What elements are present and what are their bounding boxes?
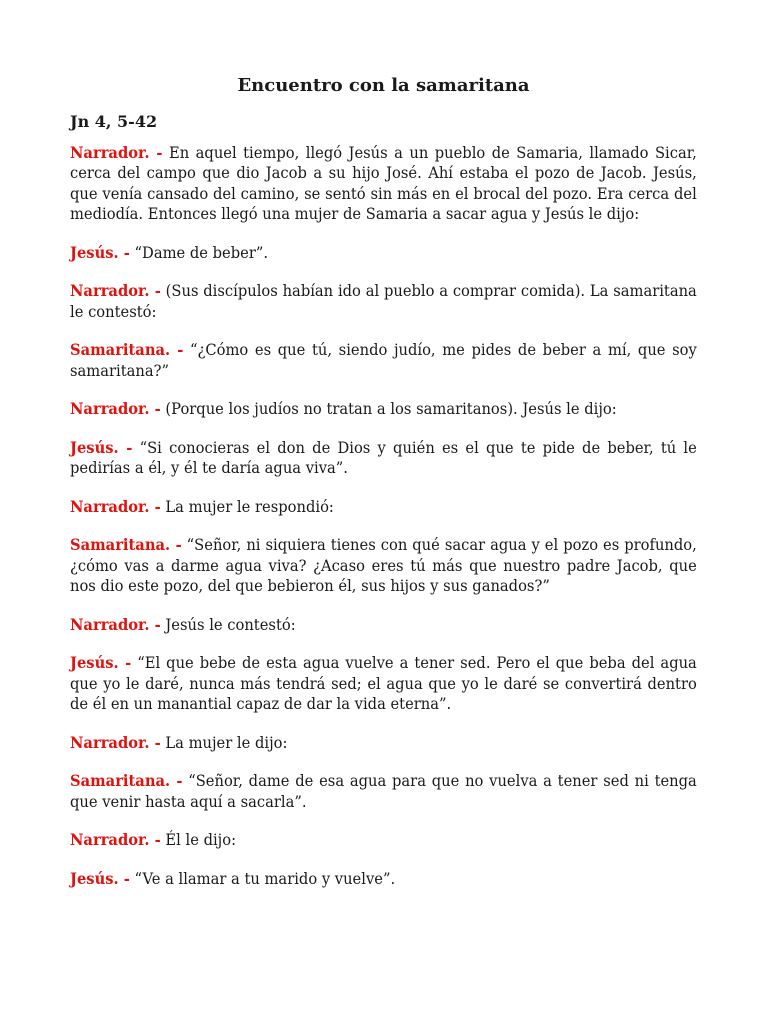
- speaker-label: Jesús. -: [70, 437, 133, 457]
- paragraph-text: “Ve a llamar a tu marido y vuelve”.: [129, 868, 396, 888]
- paragraph-text: La mujer le respondió:: [160, 496, 334, 516]
- speaker-label: Narrador. -: [70, 614, 161, 634]
- paragraph: [70, 497, 697, 518]
- speaker-label: Narrador. -: [70, 281, 161, 300]
- paragraph: [70, 281, 697, 322]
- paragraph-text: “Si conocieras el don de Dios y quién es el que te pide de beber, tú le pedirías a él, y él te daría agua viva”.: [70, 437, 697, 477]
- paragraph: [70, 653, 697, 715]
- paragraph: [70, 615, 697, 636]
- paragraph-text: Jesús le contestó:: [160, 614, 296, 634]
- paragraph-text: Él le dijo:: [160, 830, 237, 849]
- paragraph-text: “Señor, dame de esa agua para que no vuelva a tener sed ni tenga que venir hasta aquí a sacarla”.: [70, 771, 697, 811]
- speaker-label: Jesús. -: [70, 868, 130, 888]
- paragraph: [70, 340, 697, 381]
- paragraph-text: “Dame de beber”.: [129, 242, 269, 262]
- paragraph: [70, 771, 697, 812]
- speaker-label: Narrador. -: [70, 399, 161, 418]
- speaker-label: Jesús. -: [70, 242, 130, 262]
- speaker-label: Samaritana. -: [70, 771, 183, 790]
- scripture-reference: Jn 4, 5-42: [70, 112, 158, 131]
- speaker-label: Narrador. -: [70, 496, 161, 516]
- speaker-label: Narrador. -: [70, 732, 161, 752]
- document-page: [70, 74, 697, 907]
- paragraph: [70, 399, 697, 420]
- speaker-label: Narrador. -: [70, 830, 161, 849]
- paragraph-text: La mujer le dijo:: [160, 732, 288, 752]
- paragraph-text: (Porque los judíos no tratan a los samaritanos). Jesús le dijo:: [160, 399, 617, 418]
- paragraph-text: En aquel tiempo, llegó Jesús a un pueblo de Samaria, llamado Sicar, cerca del campo que dio Jacob a su hijo José. Ahí estaba el pozo de Jacob. Jesús, que venía cansado del camino, se sentó sin más en el brocal del pozo. Era cerca del mediodía. Entonces llegó una mujer de Samaria a sacar agua y Jesús le dijo:: [70, 142, 697, 223]
- paragraph: [70, 830, 697, 851]
- speaker-label: Jesús. -: [70, 653, 132, 672]
- document-title: Encuentro con la samaritana: [237, 75, 530, 96]
- paragraph-text: “¿Cómo es que tú, siendo judío, me pides de beber a mí, que soy samaritana?”: [70, 340, 697, 380]
- paragraph-text: “El que bebe de esta agua vuelve a tener sed. Pero el que beba del agua que yo le daré, nunca más tendrá sed; el agua que yo le daré se convertirá dentro de él en un manantial capaz de dar la vida eterna”.: [70, 653, 697, 713]
- paragraph: [70, 438, 697, 479]
- paragraph: [70, 733, 697, 754]
- paragraph: [70, 535, 697, 597]
- paragraph: [70, 143, 697, 225]
- paragraph-text: (Sus discípulos habían ido al pueblo a comprar comida). La samaritana le contestó:: [70, 281, 697, 321]
- speaker-label: Narrador. -: [70, 142, 163, 162]
- speaker-label: Samaritana. -: [70, 340, 184, 359]
- paragraph: [70, 243, 697, 264]
- speaker-label: Samaritana. -: [70, 535, 182, 554]
- paragraph-text: “Señor, ni siquiera tienes con qué sacar agua y el pozo es profundo, ¿cómo vas a darme agua viva? ¿Acaso eres tú más que nuestro padre Jacob, que nos dio este pozo, del que bebieron él, sus hijos y sus ganados?”: [70, 535, 697, 595]
- paragraph: [70, 869, 697, 890]
